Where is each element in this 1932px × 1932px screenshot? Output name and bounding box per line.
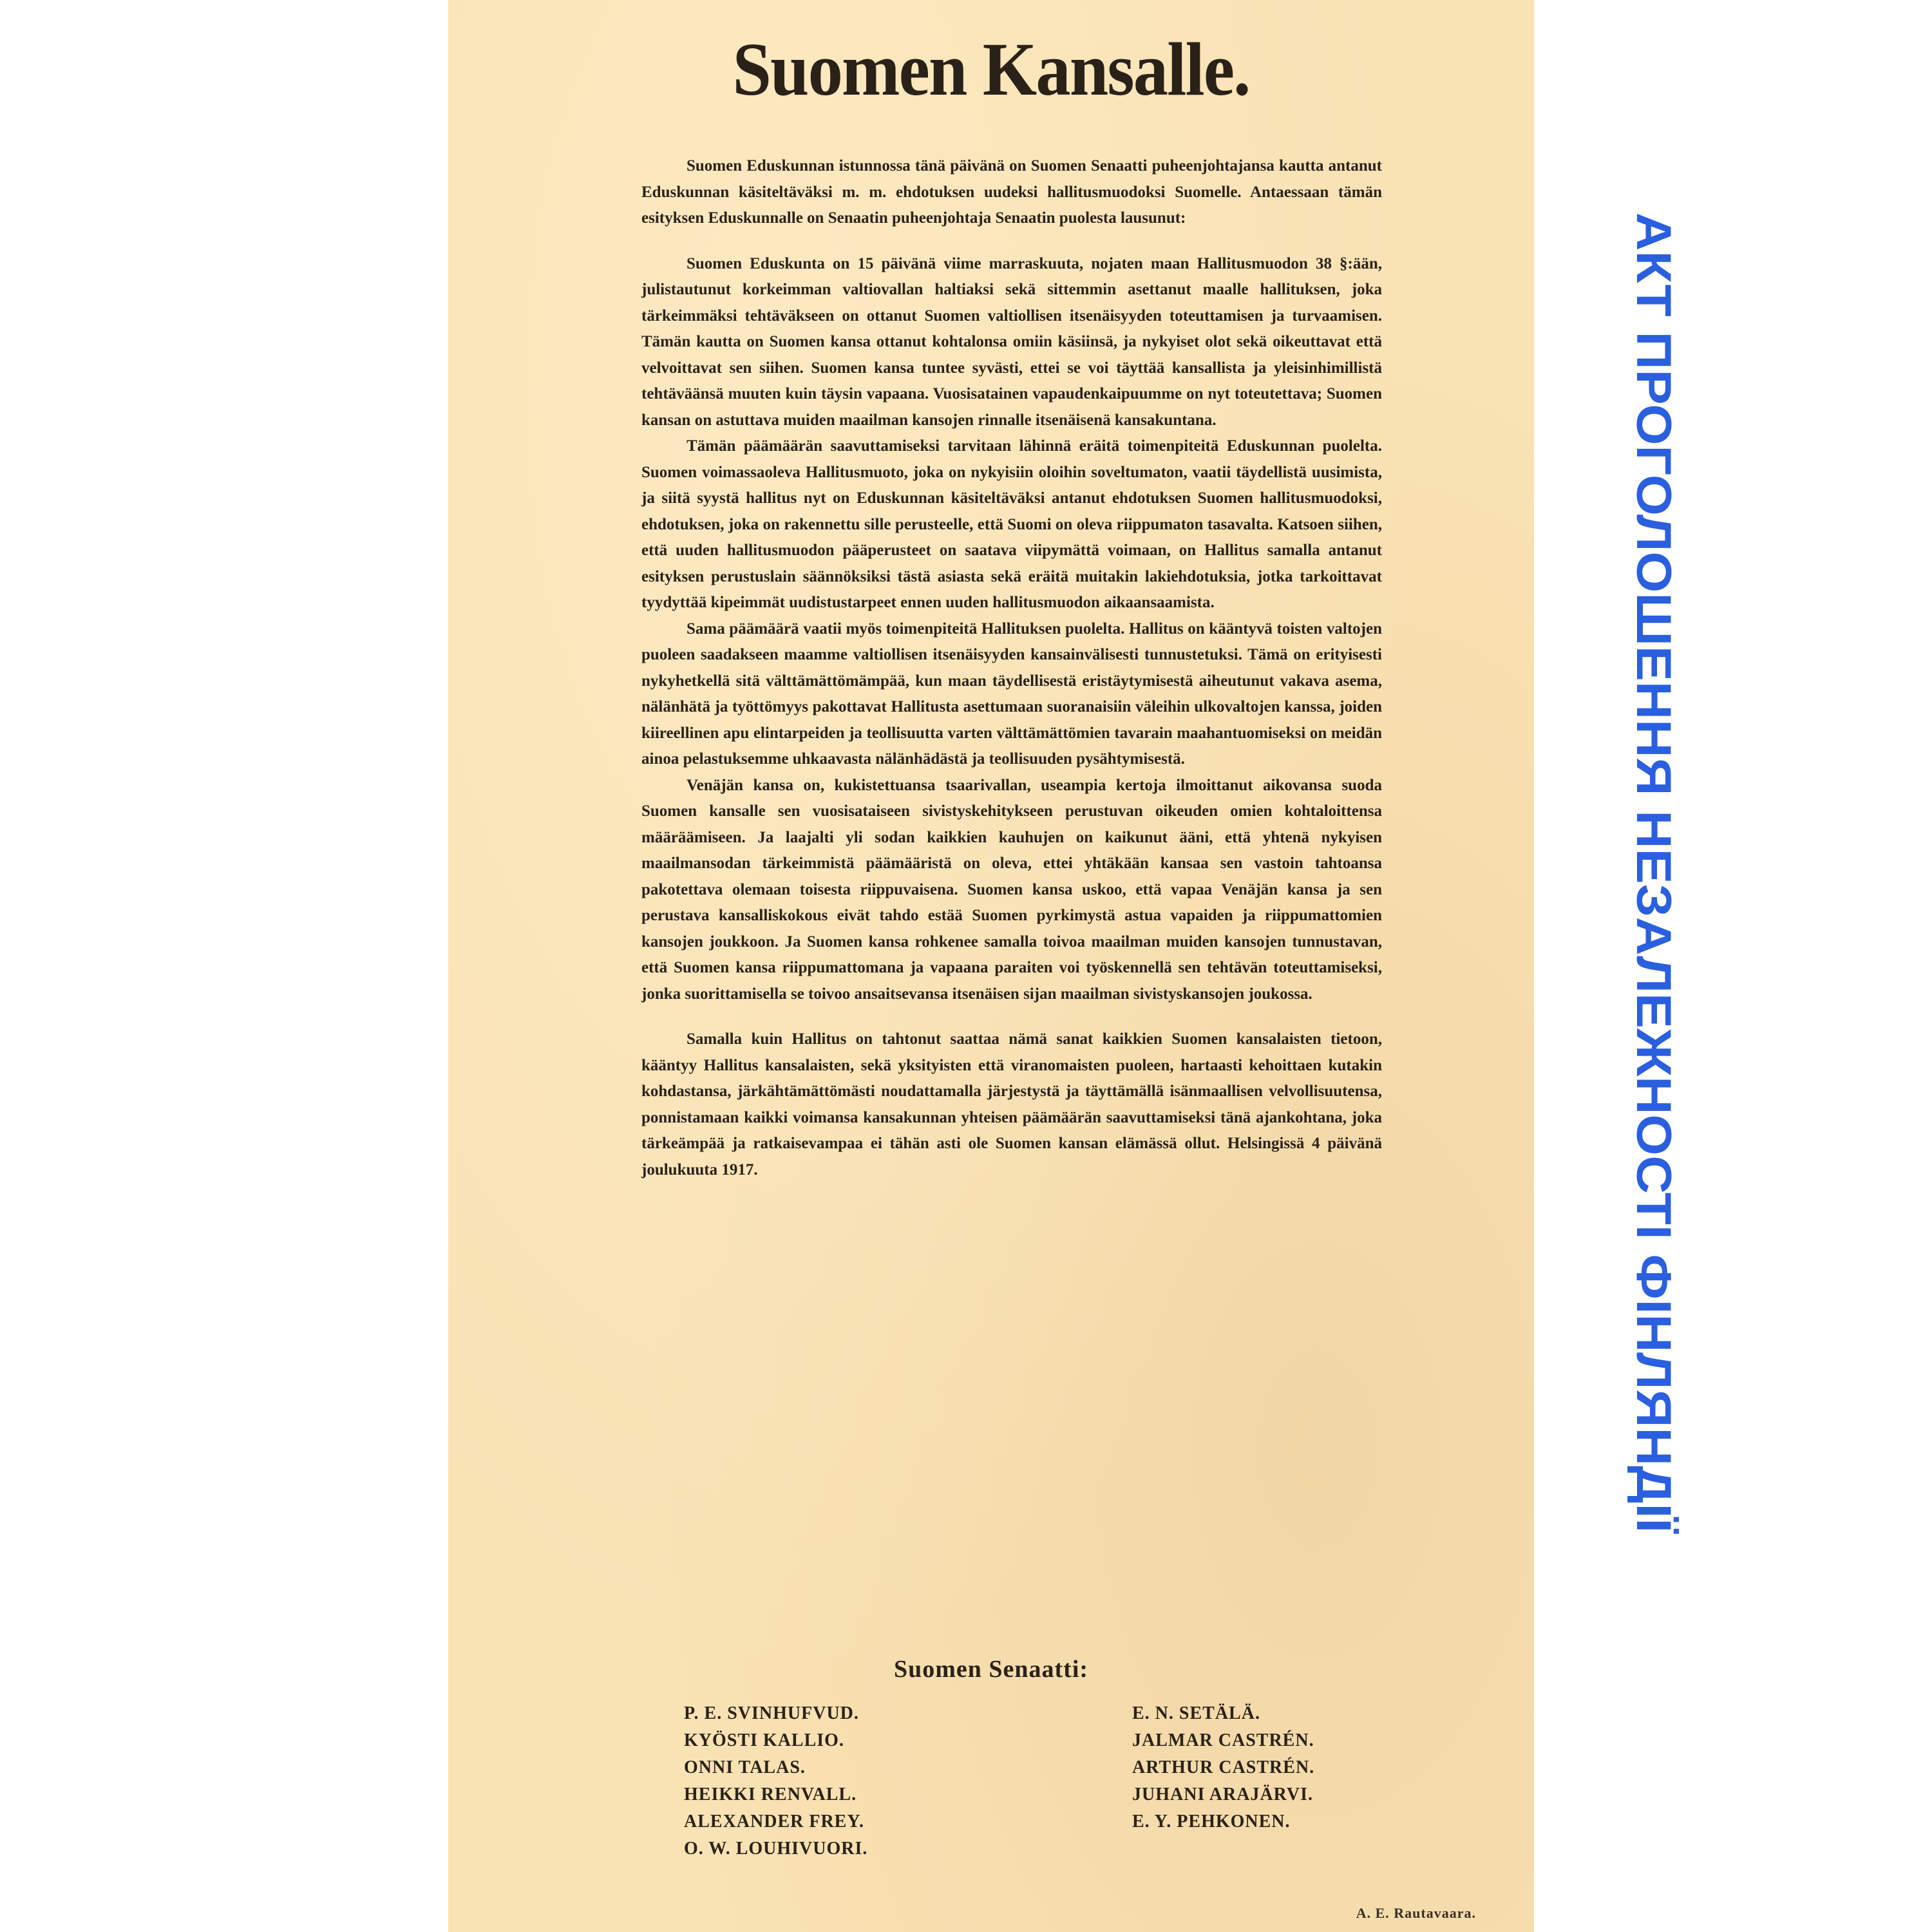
signatory-name: O. W. LOUHIVUORI. (684, 1839, 868, 1859)
caption-text: АКТ ПРОГОЛОШЕННЯ НЕЗАЛЕЖНОСТІ ФІНЛЯНДІЇ (1626, 213, 1681, 1434)
senate-signoff: Suomen Senaatti: (893, 1656, 1089, 1683)
paragraph-1: Suomen Eduskunta on 15 päivänä viime marraskuuta, nojaten maan Hallitusmuodon 38 §:ään, julistautunut korkeimman valtiovallan haltiaksi sekä sittemmin asettanut maalle hallituksen, joka tärkeimmäksi tehtäväkseen on ottanut Suomen valtiollisen itsenäisyyden toteuttamisen ja turvaamisen. Tämän kautta on Suomen kansa ottanut kohtalonsa omiin käsiinsä, ja nykyiset olot sekä oikeuttavat että velvoittavat sen siihen. Suomen kansa tuntee syvästi, ettei se voi täyttää kansallista ja yleisinhimillistä tehtäväänsä muuten kuin täysin vapaana. Vuosisatainen vapaudenkaipuumme on nyt toteutettava; Suomen kansan on astuttava muiden maailman kansojen rinnalle itsenäisenä kansakuntana. (641, 254, 1382, 429)
signatory-name: HEIKKI RENVALL. (684, 1785, 857, 1804)
signatory-name: ALEXANDER FREY. (684, 1812, 865, 1832)
vertical-caption (1623, 213, 1681, 1533)
signatories-left (684, 1700, 867, 1862)
paragraph-4: Venäjän kansa on, kukistettuansa tsaarivallan, useampia kertoja ilmoittanut aikovansa suoda Suomen kansalle sen vuosisataiseen sivistyskehitykseen perustuvan oikeuden omien kohtaloittensa määräämiseen. Ja laajalti yli sodan kaikkien kauhujen on kaikunut ääni, että yhtenä nykyisen maailmansodan tärkeimmistä päämääristä on oleva, ettei yhtäkään kansaa sen vastoin tahtoansa pakotettava olemaan toisesta riippuvaisena. Suomen kansa uskoo, että vapaa Venäjän kansa ja sen perustava kansalliskokous eivät tahdo estää Suomen pyrkimystä astua vapaiden ja riippumattomien kansojen joukkoon. Ja Suomen kansa rohkenee samalla toivoa maailman muiden kansojen tunnustavan, että Suomen kansa riippumattomana ja vapaana paraiten voi työskennellä sen tehtävän toteuttamiseksi, jonka suorittamisella se toivoo ansaitsevansa itsenäisen sijan maailman sivistyskansojen joukossa. (641, 776, 1382, 1003)
caption-svg (1623, 213, 1681, 1533)
document-title: Suomen Kansalle. (732, 27, 1250, 111)
document-body (641, 153, 1382, 1183)
signatory-name: JUHANI ARAJÄRVI. (1132, 1785, 1314, 1804)
paragraph-2: Tämän päämäärän saavuttamiseksi tarvitaan lähinnä eräitä toimenpiteitä Eduskunnan puolelta. Suomen voimassaoleva Hallitusmuoto, joka on nykyisiin oloihin soveltumaton, vaatii täydellistä uusimista, ja siitä syystä hallitus nyt on Eduskunnan käsiteltäväksi antanut ehdotuksen Suomen hallitusmuodoksi, ehdotuksen, joka on rakennettu sille perusteelle, että Suomi on oleva riippumaton tasavalta. Katsoen siihen, että uuden hallitusmuodon pääperusteet on saatava viipymättä voimaan, on Hallitus samalla antanut esityksen perustuslain säännöksiksi tästä asiasta sekä eräitä muitakin lakiehdotuksia, jotka tarkoittavat tyydyttää kipeimmät uudistustarpeet ennen uuden hallitusmuodon aikaansaamista. (641, 437, 1382, 611)
signatory-name: ARTHUR CASTRÉN. (1132, 1757, 1315, 1777)
signatory-name: KYÖSTI KALLIO. (684, 1730, 844, 1750)
paragraph-3: Sama päämäärä vaatii myös toimenpiteitä Hallituksen puolelta. Hallitus on kääntyvä toisten valtojen puoleen saadakseen maamme valtiollisen itsenäisyyden kansainvälisesti tunnustetuksi. Tämä on erityisesti nykyhetkellä sitä välttämättömämpää, kun maan täydellisestä eristäytymisestä aiheutunut vakava asema, nälänhätä ja työttömyys pakottavat Hallitusta asettumaan suoranaisiin väleihin ulkovaltojen kanssa, joiden kiireellinen apu elintarpeiden ja teollisuutta varten välttämättömien tavarain maahantuomiseksi on meidän ainoa pelastuksemme uhkaavasta nälänhädästä ja teollisuuden pysähtymisestä. (641, 620, 1382, 768)
paragraph-intro: Suomen Eduskunnan istunnossa tänä päivänä on Suomen Senaatti puheenjohtajansa kautta antanut Eduskunnan käsiteltäväksi m. m. ehdotuksen uudeksi hallitusmuodoksi Suomelle. Antaessaan tämän esityksen Eduskunnalle on Senaatin puheenjohtaja Senaatin puolesta lausunut: (641, 157, 1382, 227)
paragraph-5: Samalla kuin Hallitus on tahtonut saattaa nämä sanat kaikkien Suomen kansalaisten tietoon, kääntyy Hallitus kansalaisten, sekä yksityisten että viranomaisten puoleen, hartaasti kehoittaen kutakin kohdastansa, järkähtämättömästi noudattamalla järjestystä ja täyttämällä isänmaallisen velvollisuutensa, ponnistamaan kaikki voimansa kansakunnan yhteisen päämäärän saavuttamiseksi tänä ajankohtana, joka tärkeämpää ja ratkaisevampaa ei tähän asti ole Suomen kansan elämässä ollut. Helsingissä 4 päivänä joulukuuta 1917. (641, 1030, 1382, 1179)
declaration-document (448, 0, 1534, 1932)
signatory-name: E. Y. PEHKONEN. (1132, 1812, 1291, 1832)
signatory-name: JALMAR CASTRÉN. (1132, 1730, 1314, 1750)
signatory-name: E. N. SETÄLÄ. (1132, 1703, 1260, 1723)
printer-credit: A. E. Rautavaara. (1356, 1905, 1476, 1921)
signatory-name: ONNI TALAS. (684, 1757, 806, 1777)
signatories-right (1132, 1700, 1314, 1835)
signatory-name: P. E. SVINHUFVUD. (684, 1703, 859, 1723)
